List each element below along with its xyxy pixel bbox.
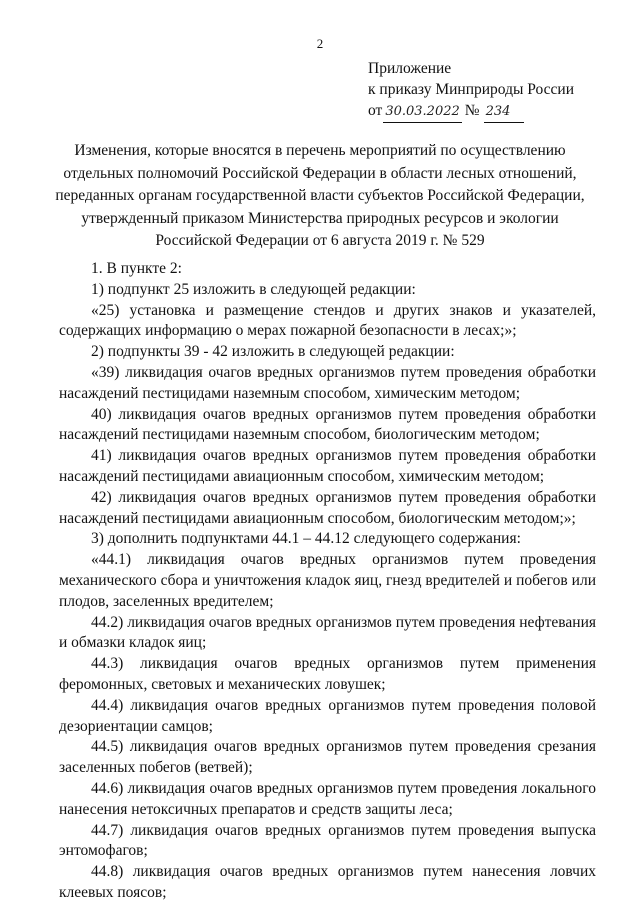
paragraph: 3) дополнить подпунктами 44.1 – 44.12 следующего содержания: [91, 530, 521, 548]
title-line: утвержденный приказом Министерства природных ресурсов и экологии [81, 209, 559, 227]
appendix-label: Приложение [368, 60, 452, 77]
document-body [59, 259, 596, 904]
paragraph: 44.2) ликвидация очагов вредных организмов путем проведения нефтевания и обмазки кладок яиц; [59, 613, 596, 652]
paragraph: 41) ликвидация очагов вредных организмов путем проведения обработки насаждений пестицидами авиационным способом, химическим методом; [59, 447, 596, 485]
paragraph: 1. В пункте 2: [91, 260, 182, 277]
appendix-order-ref: к приказу Минприроды России [368, 81, 575, 98]
title-line: переданных органам государственной власти субъектов Российской Федерации, [55, 187, 585, 204]
title-line: Российской Федерации от 6 августа 2019 г. № 529 [155, 232, 485, 249]
number-sign: № [464, 102, 480, 119]
paragraph: 44.7) ликвидация очагов вредных организмов путем проведения выпуска энтомофагов; [59, 821, 596, 860]
paragraph: «44.1) ликвидация очагов вредных организмов путем проведения механического сбора и уничтожения кладок яиц, гнезд вредителей и побегов или плодов, заселенных вредителем; [59, 551, 596, 610]
appendix-header [368, 58, 574, 123]
paragraph: 2) подпункты 39 - 42 изложить в следующей редакции: [91, 343, 455, 361]
paragraph: 40) ликвидация очагов вредных организмов путем проведения обработки насаждений пестицидами наземным способом, биологическим методом; [59, 405, 596, 444]
paragraph: 42) ликвидация очагов вредных организмов путем проведения обработки насаждений пестицидами авиационным способом, биологическим методом;»; [59, 488, 596, 527]
handwritten-date: 30.03.2022 [383, 101, 461, 123]
document-title [40, 140, 600, 253]
paragraph: 44.8) ликвидация очагов вредных организмов путем нанесения ловчих клеевых поясов; [59, 863, 596, 901]
paragraph: 1) подпункт 25 изложить в следующей редакции: [91, 280, 416, 298]
title-line: Изменения, которые вносятся в перечень мероприятий по осуществлению [74, 142, 566, 159]
paragraph: 44.5) ликвидация очагов вредных организмов путем проведения срезания заселенных побегов (ветвей); [59, 738, 596, 777]
handwritten-number: 234 [484, 101, 524, 123]
paragraph: «39) ликвидация очагов вредных организмов путем проведения обработки насаждений пестицидами наземным способом, химическим методом; [59, 363, 596, 402]
paragraph: 44.6) ликвидация очагов вредных организмов путем проведения локального нанесения нетоксичных препаратов и средств защиты леса; [59, 779, 596, 818]
paragraph: 44.3) ликвидация очагов вредных организмов путем применения феромонных, световых и механических ловушек; [59, 655, 596, 693]
paragraph: «25) установка и размещение стендов и других знаков и указателей, содержащих информацию о мерах пожарной безопасности в лесах;»; [59, 301, 596, 340]
title-line: отдельных полномочий Российской Федерации в области лесных отношений, [63, 164, 577, 182]
date-prefix: от [368, 102, 383, 119]
paragraph: 44.4) ликвидация очагов вредных организмов путем проведения половой дезориентации самцов; [59, 696, 596, 735]
page-number: 2 [316, 36, 324, 51]
appendix-date-number [368, 100, 574, 123]
